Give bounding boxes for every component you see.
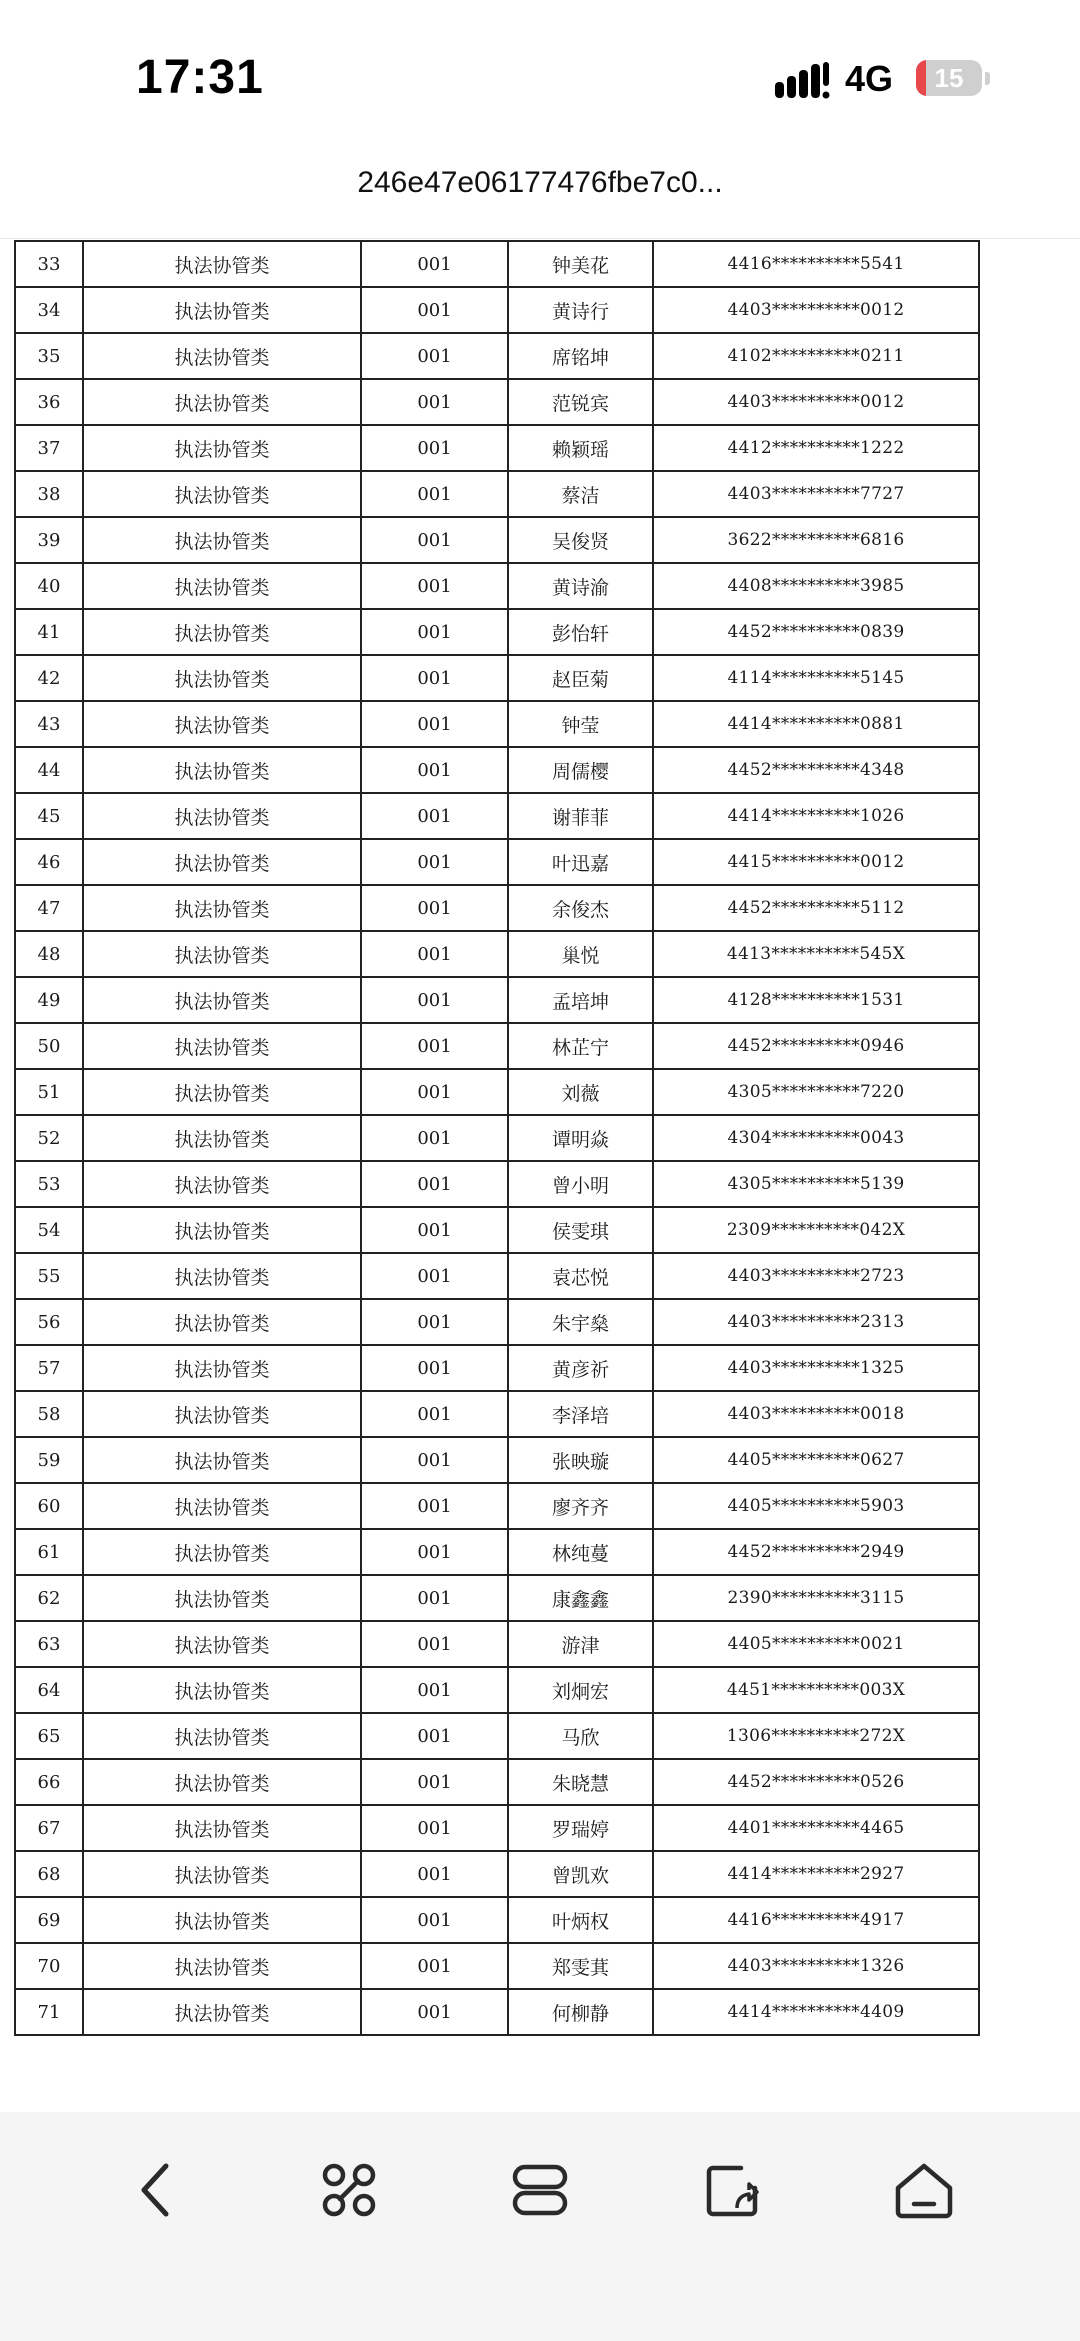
cell-name: 郑雯萁 <box>508 1943 653 1989</box>
battery-icon <box>916 60 982 96</box>
cell-id-number: 4403**********1325 <box>653 1345 979 1391</box>
status-bar <box>0 0 1080 150</box>
cell-category: 执法协管类 <box>83 563 361 609</box>
cell-code: 001 <box>361 1207 508 1253</box>
table-row <box>15 333 979 379</box>
cell-code: 001 <box>361 1943 508 1989</box>
document-title: 246e47e06177476fbe7c0... <box>357 166 723 199</box>
network-type: 4G <box>845 58 894 99</box>
cell-id-number: 1306**********272X <box>653 1713 979 1759</box>
cell-number: 34 <box>15 287 83 333</box>
table-row <box>15 241 979 287</box>
cell-name: 周儒樱 <box>508 747 653 793</box>
document-viewport[interactable] <box>0 239 1080 2112</box>
cell-code: 001 <box>361 379 508 425</box>
cell-category: 执法协管类 <box>83 471 361 517</box>
cell-id-number: 2390**********3115 <box>653 1575 979 1621</box>
cell-code: 001 <box>361 1299 508 1345</box>
cell-category: 执法协管类 <box>83 885 361 931</box>
cell-id-number: 4415**********0012 <box>653 839 979 885</box>
cell-number: 52 <box>15 1115 83 1161</box>
cell-id-number: 4403**********1326 <box>653 1943 979 1989</box>
cell-name: 黄诗行 <box>508 287 653 333</box>
cell-category: 执法协管类 <box>83 1437 361 1483</box>
cell-code: 001 <box>361 1575 508 1621</box>
tools-button[interactable] <box>309 2150 389 2230</box>
cell-code: 001 <box>361 1851 508 1897</box>
cell-id-number: 4114**********5145 <box>653 655 979 701</box>
cell-name: 叶迅嘉 <box>508 839 653 885</box>
cell-category: 执法协管类 <box>83 1667 361 1713</box>
cell-number: 58 <box>15 1391 83 1437</box>
table-row <box>15 1759 979 1805</box>
clock: 17:31 <box>136 51 264 104</box>
cell-id-number: 4452**********0946 <box>653 1023 979 1069</box>
cell-id-number: 4305**********7220 <box>653 1069 979 1115</box>
cell-code: 001 <box>361 1115 508 1161</box>
cell-name: 黄诗渝 <box>508 563 653 609</box>
table-row <box>15 1299 979 1345</box>
signal-icon <box>775 62 831 104</box>
cell-category: 执法协管类 <box>83 1529 361 1575</box>
cell-number: 44 <box>15 747 83 793</box>
cell-name: 余俊杰 <box>508 885 653 931</box>
cell-name: 林纯蔓 <box>508 1529 653 1575</box>
cell-code: 001 <box>361 977 508 1023</box>
cell-code: 001 <box>361 563 508 609</box>
cell-code: 001 <box>361 1391 508 1437</box>
cell-name: 刘薇 <box>508 1069 653 1115</box>
table-row <box>15 1943 979 1989</box>
cell-name: 康鑫鑫 <box>508 1575 653 1621</box>
table-row <box>15 931 979 977</box>
cell-name: 侯雯琪 <box>508 1207 653 1253</box>
cell-id-number: 4452**********0839 <box>653 609 979 655</box>
table-row <box>15 1529 979 1575</box>
cell-code: 001 <box>361 747 508 793</box>
cell-code: 001 <box>361 1805 508 1851</box>
cell-number: 61 <box>15 1529 83 1575</box>
cell-code: 001 <box>361 287 508 333</box>
cell-id-number: 4414**********0881 <box>653 701 979 747</box>
cell-number: 60 <box>15 1483 83 1529</box>
cell-name: 何柳静 <box>508 1989 653 2035</box>
cell-number: 54 <box>15 1207 83 1253</box>
cell-name: 张映璇 <box>508 1437 653 1483</box>
cell-category: 执法协管类 <box>83 977 361 1023</box>
home-icon <box>892 2160 956 2220</box>
cell-number: 51 <box>15 1069 83 1115</box>
table-row <box>15 609 979 655</box>
table-row <box>15 1897 979 1943</box>
cell-name: 游津 <box>508 1621 653 1667</box>
cell-name: 蔡洁 <box>508 471 653 517</box>
cell-id-number: 4403**********0018 <box>653 1391 979 1437</box>
cell-id-number: 4405**********5903 <box>653 1483 979 1529</box>
table-row <box>15 379 979 425</box>
table-row <box>15 1667 979 1713</box>
cell-id-number: 4451**********003X <box>653 1667 979 1713</box>
cell-name: 林芷宁 <box>508 1023 653 1069</box>
cell-name: 谢菲菲 <box>508 793 653 839</box>
table-row <box>15 977 979 1023</box>
cell-id-number: 4405**********0627 <box>653 1437 979 1483</box>
cell-name: 曾凯欢 <box>508 1851 653 1897</box>
cell-id-number: 4452**********2949 <box>653 1529 979 1575</box>
cell-number: 48 <box>15 931 83 977</box>
cell-number: 47 <box>15 885 83 931</box>
cell-number: 66 <box>15 1759 83 1805</box>
cell-name: 廖齐齐 <box>508 1483 653 1529</box>
cell-code: 001 <box>361 1529 508 1575</box>
cell-name: 刘炯宏 <box>508 1667 653 1713</box>
back-icon <box>136 2160 176 2220</box>
table-row <box>15 885 979 931</box>
cell-number: 42 <box>15 655 83 701</box>
cell-id-number: 4405**********0021 <box>653 1621 979 1667</box>
table-row <box>15 793 979 839</box>
cell-number: 68 <box>15 1851 83 1897</box>
cell-category: 执法协管类 <box>83 379 361 425</box>
cell-id-number: 4408**********3985 <box>653 563 979 609</box>
cell-code: 001 <box>361 1667 508 1713</box>
cell-number: 64 <box>15 1667 83 1713</box>
cell-id-number: 4452**********0526 <box>653 1759 979 1805</box>
table-row <box>15 1023 979 1069</box>
table-row <box>15 839 979 885</box>
tabs-button[interactable] <box>500 2150 580 2230</box>
cell-category: 执法协管类 <box>83 701 361 747</box>
cell-name: 钟莹 <box>508 701 653 747</box>
cell-code: 001 <box>361 1989 508 2035</box>
table-row <box>15 1621 979 1667</box>
cell-number: 59 <box>15 1437 83 1483</box>
cell-number: 50 <box>15 1023 83 1069</box>
cell-number: 39 <box>15 517 83 563</box>
cell-category: 执法协管类 <box>83 793 361 839</box>
table-row <box>15 701 979 747</box>
cell-code: 001 <box>361 1759 508 1805</box>
cell-code: 001 <box>361 425 508 471</box>
cell-category: 执法协管类 <box>83 609 361 655</box>
table-row <box>15 1207 979 1253</box>
cell-category: 执法协管类 <box>83 241 361 287</box>
cell-name: 赵臣菊 <box>508 655 653 701</box>
cell-number: 35 <box>15 333 83 379</box>
cell-category: 执法协管类 <box>83 839 361 885</box>
cell-code: 001 <box>361 1345 508 1391</box>
cell-number: 70 <box>15 1943 83 1989</box>
cell-number: 38 <box>15 471 83 517</box>
back-button[interactable] <box>116 2150 196 2230</box>
cell-code: 001 <box>361 1161 508 1207</box>
cell-category: 执法协管类 <box>83 1805 361 1851</box>
table-row <box>15 1253 979 1299</box>
cell-category: 执法协管类 <box>83 1299 361 1345</box>
table-row <box>15 1069 979 1115</box>
tools-icon <box>319 2160 379 2220</box>
cell-number: 43 <box>15 701 83 747</box>
battery-cap <box>985 72 990 85</box>
cell-id-number: 4128**********1531 <box>653 977 979 1023</box>
table-row <box>15 1989 979 2035</box>
cell-category: 执法协管类 <box>83 1023 361 1069</box>
table-row <box>15 425 979 471</box>
cell-id-number: 4452**********5112 <box>653 885 979 931</box>
cell-number: 57 <box>15 1345 83 1391</box>
cell-code: 001 <box>361 839 508 885</box>
cell-name: 席铭坤 <box>508 333 653 379</box>
cell-number: 37 <box>15 425 83 471</box>
table-row <box>15 1483 979 1529</box>
cell-number: 69 <box>15 1897 83 1943</box>
cell-name: 孟培坤 <box>508 977 653 1023</box>
cell-id-number: 4414**********4409 <box>653 1989 979 2035</box>
cell-category: 执法协管类 <box>83 1207 361 1253</box>
cell-code: 001 <box>361 1897 508 1943</box>
cell-category: 执法协管类 <box>83 1069 361 1115</box>
cell-number: 46 <box>15 839 83 885</box>
cell-id-number: 4403**********0012 <box>653 287 979 333</box>
cell-name: 吴俊贤 <box>508 517 653 563</box>
battery-level: 15 <box>934 63 964 93</box>
table-row <box>15 287 979 333</box>
table-row <box>15 1161 979 1207</box>
cell-category: 执法协管类 <box>83 1897 361 1943</box>
cell-category: 执法协管类 <box>83 931 361 977</box>
table-row <box>15 1437 979 1483</box>
cell-name: 黄彦祈 <box>508 1345 653 1391</box>
cell-number: 40 <box>15 563 83 609</box>
cell-id-number: 4403**********2723 <box>653 1253 979 1299</box>
cell-number: 36 <box>15 379 83 425</box>
cell-code: 001 <box>361 1069 508 1115</box>
cell-category: 执法协管类 <box>83 747 361 793</box>
table-row <box>15 1115 979 1161</box>
cell-id-number: 2309**********042X <box>653 1207 979 1253</box>
cell-category: 执法协管类 <box>83 1943 361 1989</box>
cell-id-number: 4413**********545X <box>653 931 979 977</box>
cell-id-number: 4304**********0043 <box>653 1115 979 1161</box>
table-row <box>15 1713 979 1759</box>
cell-category: 执法协管类 <box>83 287 361 333</box>
cell-id-number: 4102**********0211 <box>653 333 979 379</box>
cell-number: 45 <box>15 793 83 839</box>
cell-number: 56 <box>15 1299 83 1345</box>
cell-category: 执法协管类 <box>83 1253 361 1299</box>
cell-category: 执法协管类 <box>83 425 361 471</box>
cell-code: 001 <box>361 1483 508 1529</box>
cell-number: 62 <box>15 1575 83 1621</box>
cell-category: 执法协管类 <box>83 1713 361 1759</box>
cell-number: 33 <box>15 241 83 287</box>
cell-id-number: 3622**********6816 <box>653 517 979 563</box>
cell-number: 71 <box>15 1989 83 2035</box>
cell-code: 001 <box>361 1437 508 1483</box>
cell-code: 001 <box>361 931 508 977</box>
cell-name: 朱宇燊 <box>508 1299 653 1345</box>
cell-code: 001 <box>361 517 508 563</box>
cell-name: 叶炳权 <box>508 1897 653 1943</box>
cell-id-number: 4403**********0012 <box>653 379 979 425</box>
cell-name: 范锐宾 <box>508 379 653 425</box>
cell-id-number: 4412**********1222 <box>653 425 979 471</box>
table-row <box>15 563 979 609</box>
cell-id-number: 4414**********1026 <box>653 793 979 839</box>
cell-id-number: 4416**********4917 <box>653 1897 979 1943</box>
cell-category: 执法协管类 <box>83 655 361 701</box>
cell-id-number: 4452**********4348 <box>653 747 979 793</box>
cell-category: 执法协管类 <box>83 1483 361 1529</box>
cell-code: 001 <box>361 655 508 701</box>
cell-category: 执法协管类 <box>83 1851 361 1897</box>
cell-code: 001 <box>361 701 508 747</box>
cell-number: 67 <box>15 1805 83 1851</box>
cell-category: 执法协管类 <box>83 333 361 379</box>
roster-table <box>14 240 980 2036</box>
cell-code: 001 <box>361 793 508 839</box>
cell-category: 执法协管类 <box>83 1759 361 1805</box>
table-row <box>15 1391 979 1437</box>
cell-id-number: 4401**********4465 <box>653 1805 979 1851</box>
table-row <box>15 1575 979 1621</box>
cell-name: 马欣 <box>508 1713 653 1759</box>
cell-category: 执法协管类 <box>83 517 361 563</box>
cell-name: 曾小明 <box>508 1161 653 1207</box>
table-row <box>15 1805 979 1851</box>
cell-name: 罗瑞婷 <box>508 1805 653 1851</box>
cell-id-number: 4403**********2313 <box>653 1299 979 1345</box>
cell-name: 李泽培 <box>508 1391 653 1437</box>
cell-id-number: 4305**********5139 <box>653 1161 979 1207</box>
cell-category: 执法协管类 <box>83 1989 361 2035</box>
cell-code: 001 <box>361 241 508 287</box>
cell-code: 001 <box>361 885 508 931</box>
cell-code: 001 <box>361 1023 508 1069</box>
cell-category: 执法协管类 <box>83 1115 361 1161</box>
tabs-icon <box>510 2160 570 2220</box>
cell-category: 执法协管类 <box>83 1621 361 1667</box>
share-icon <box>703 2160 763 2220</box>
cell-name: 巢悦 <box>508 931 653 977</box>
table-row <box>15 747 979 793</box>
cell-name: 袁芯悦 <box>508 1253 653 1299</box>
table-row <box>15 517 979 563</box>
table-row <box>15 471 979 517</box>
cell-code: 001 <box>361 1253 508 1299</box>
cell-name: 谭明焱 <box>508 1115 653 1161</box>
cell-number: 53 <box>15 1161 83 1207</box>
cell-id-number: 4416**********5541 <box>653 241 979 287</box>
cell-name: 彭怡轩 <box>508 609 653 655</box>
cell-name: 钟美花 <box>508 241 653 287</box>
roster-table-body <box>15 241 979 2035</box>
cell-category: 执法协管类 <box>83 1391 361 1437</box>
share-button[interactable] <box>693 2150 773 2230</box>
cell-code: 001 <box>361 1713 508 1759</box>
cell-name: 赖颖瑶 <box>508 425 653 471</box>
cell-number: 55 <box>15 1253 83 1299</box>
cell-category: 执法协管类 <box>83 1575 361 1621</box>
table-row <box>15 1851 979 1897</box>
cell-id-number: 4403**********7727 <box>653 471 979 517</box>
cell-code: 001 <box>361 471 508 517</box>
cell-category: 执法协管类 <box>83 1345 361 1391</box>
cell-number: 49 <box>15 977 83 1023</box>
cell-code: 001 <box>361 333 508 379</box>
cell-number: 65 <box>15 1713 83 1759</box>
cell-number: 41 <box>15 609 83 655</box>
cell-code: 001 <box>361 609 508 655</box>
table-row <box>15 1345 979 1391</box>
cell-category: 执法协管类 <box>83 1161 361 1207</box>
bottom-toolbar <box>0 2112 1080 2341</box>
cell-number: 63 <box>15 1621 83 1667</box>
table-row <box>15 655 979 701</box>
home-button[interactable] <box>884 2150 964 2230</box>
cell-code: 001 <box>361 1621 508 1667</box>
cell-id-number: 4414**********2927 <box>653 1851 979 1897</box>
cell-name: 朱晓慧 <box>508 1759 653 1805</box>
